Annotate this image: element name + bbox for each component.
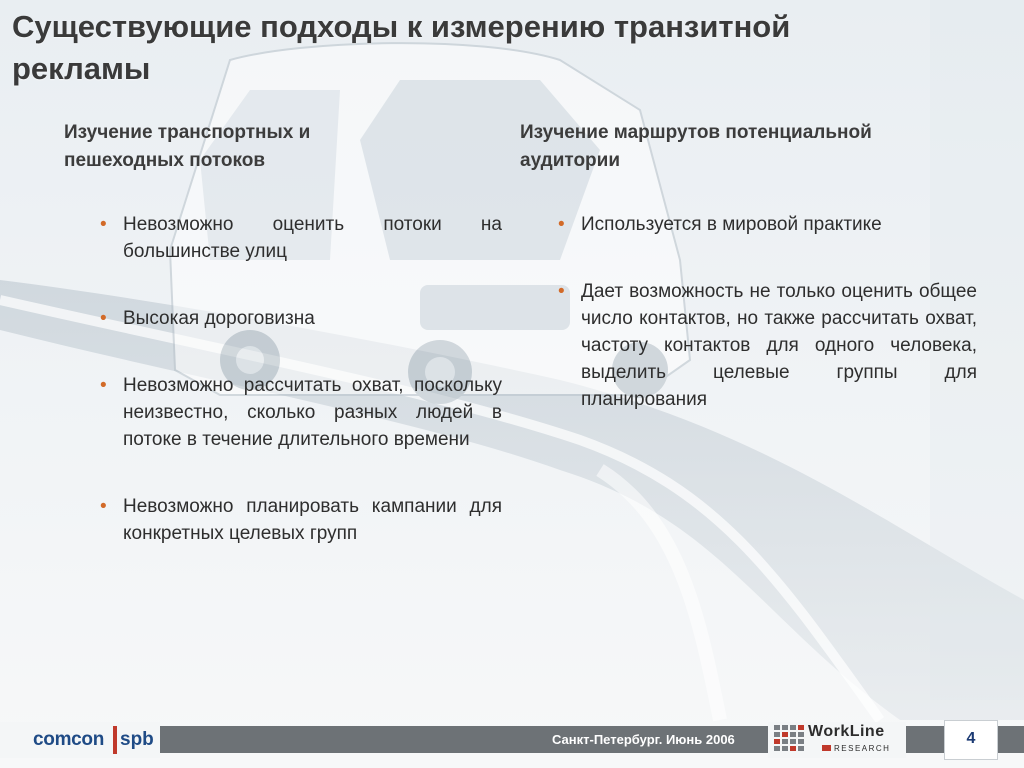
left-column-heading: Изучение транспортных и пешеходных потоков xyxy=(64,122,311,171)
list-item xyxy=(98,372,502,453)
workline-research-text: RESEARCH xyxy=(834,744,891,753)
list-item xyxy=(98,305,502,332)
bullet-icon: • xyxy=(100,308,107,329)
workline-logo-text: WorkLine xyxy=(808,723,885,740)
logo-separator xyxy=(113,726,117,754)
list-item xyxy=(556,211,977,238)
workline-red-mark xyxy=(822,745,831,751)
left-bullet-list xyxy=(98,211,502,547)
right-column-heading: Изучение маршрутов потенциальной аудитории xyxy=(520,122,872,171)
spb-logo: spb xyxy=(120,729,154,750)
bullet-text: Невозможно планировать кампании для конкретных целевых групп xyxy=(123,496,502,544)
bullet-text: Используется в мировой практике xyxy=(581,214,882,235)
bullet-text: Невозможно рассчитать охват, поскольку неизвестно, сколько разных людей в потоке в течение длительного времени xyxy=(123,375,502,450)
bullet-icon: • xyxy=(100,496,107,517)
footer-caption: Санкт-Петербург. Июнь 2006 xyxy=(552,732,735,747)
page-number: 4 xyxy=(966,730,976,747)
list-item xyxy=(556,278,977,413)
page-number-box xyxy=(944,720,998,760)
bullet-icon: • xyxy=(100,375,107,396)
bullet-text: Дает возможность не только оценить общее число контактов, но также рассчитать охват, частоту контактов для одного человека, выделить целевые группы для планирования xyxy=(581,281,977,410)
bullet-icon: • xyxy=(558,281,565,302)
list-item xyxy=(98,211,502,265)
bullet-text: Высокая дороговизна xyxy=(123,308,315,329)
bullet-icon: • xyxy=(100,214,107,235)
workline-grid-icon xyxy=(774,725,804,753)
list-item xyxy=(98,493,502,547)
comcon-logo: comcon xyxy=(33,729,105,750)
bullet-text: Невозможно оценить потоки на большинстве улиц xyxy=(123,214,502,262)
bullet-icon: • xyxy=(558,214,565,235)
right-bullet-list xyxy=(556,211,977,413)
slide-title: Существующие подходы к измерению транзитной рекламы xyxy=(12,9,791,86)
